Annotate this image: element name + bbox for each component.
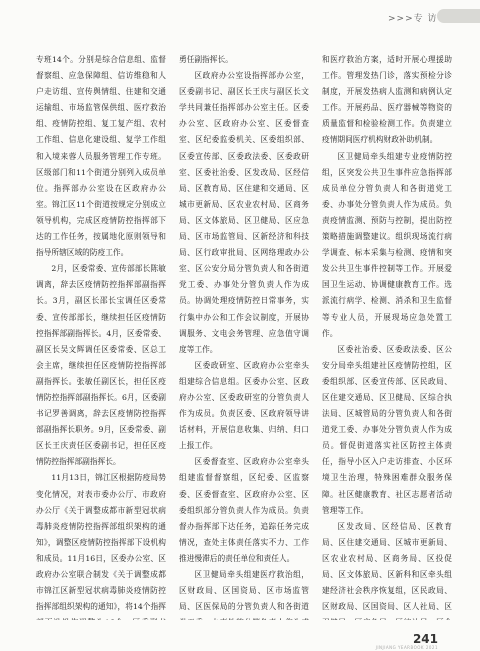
paragraph: 区委督查室、区政府办公室牵头组建监督督察组，区纪委、区监察委、区委督查室、区政府办公室、区委组织部分管负责人作为成员。负责督办指挥部下达任务，追踪任务完成情况，查处主体责任落实不力、工作推进慢滞后的责任单位和责任人。: [179, 457, 309, 563]
paragraph: 11月13日，锦江区根据防疫局势变化情况，对表市委办公厅、市政府办公厅《关于调整成都市新型冠状病毒肺炎疫情防控指挥部组织架构的通知》，调整区疫情防控指挥部下设机构和成员。11月16日，区委办公室、区政府办公室联合制发《关于调整成都市锦江区新型冠状病毒肺炎疫情防控指挥部组织架构的通知》，将14个指挥: [36, 473, 166, 612]
paragraph: 区卫健局牵头组建专业疫情防控组，区突发公共卫生事件应急指挥部成员单位分管负责人和各街道党工委、办事处分管负责人作为成员。负责疫情监测、预防与控制，提出防控策略措施调整建议。组织现场流行病学调查、标本采集与检测、疫情和突发公共卫生事件控制等工作。开展爱国卫生运动、协调健康教育工作。选派流行病学、检测、消杀和卫生监督等专业人员，开展现场应急处置工作。: [322, 151, 452, 338]
paragraph: 区政府办公室设指挥部办公室，区委副书记、副区长王庆与副区长文学共同兼任指挥部办公室主任。区委办公室、区政府办公室、区委督查室、区纪委监委机关、区委组织部、区委宣传部、区委政法委、区委政研室、区委社治委、区发改局、区经信局、区教育局、区住建和交通局、区城市更新局、区农业农村局、区商务局、区文体旅局、区卫健局、区应急局、区市场监管局、区新经济和科技局、区行政审批局、区网络理政办公室、区公安分局分管负责人和各街道党工委、办事处分管负责人作为成员。协调处理疫情防控日常事务，实行集中办公和工作会议制度，开展协调服务、文电会务管理、应急值守调度等工作。: [179, 71, 309, 354]
column-left: [36, 52, 166, 620]
page-footer: [0, 628, 480, 651]
paragraph: 和医疗救治方案，适时开展心理援助工作。管理发热门诊，落实预检分诊制度，开展发热病人监测和病例认定工作。开展药品、医疗器械等物资的质量监督和检验检测工作。负责建立疫情期间医疗机构财政补助机制。: [322, 55, 452, 145]
body-columns: [36, 52, 452, 620]
paragraph: 2月，区委常委、宣传部部长陈敏调离，辞去区疫情防控指挥部副指挥长。3月，副区长邵长宝调任区委常委、宣传部部长，继续担任区疫情防控指挥部副指挥长。4月，区委常委、副区长吴文辉调任区委常委、区总工会主席，继续担任区疫情防控指挥部副指挥长。张敏任副区长，担任区疫情防控指挥部副指挥长。6月，区委副书记罗善调离，辞去区疫情防控指挥部副指挥长职务。9月，区委常委、副区长王庆责任区委副书记，担任区疫情防控指挥部副指挥长。: [36, 264, 166, 467]
paragraph: 区发改局、区经信局、区教育局、区住建交通局、区城市更新局、区农业农村局、区商务局、区投促局、区文体旅局、区新科和区牵头组建经济社会秩序恢复组，区民政局、区财政局、区国资局、区人社局、区: [322, 521, 452, 612]
section-label: >>>专 访: [388, 14, 438, 24]
paragraph: 区委社治委、区委政法委、区公安分局牵头组建社区疫情防控组，区委组织部、区委宣传部、区民政局、区住建交通局、区卫健局、区综合执法局、区城管局的分管负责人和各街道党工委、办事处分管负责人作为成员。督促街道落实社区防控主体责任，指导小区入户走访排查、小区环境卫生治理，特殊困难群众服务保障。社区健康教育、社区志愿者活动管理等工作。: [322, 344, 452, 515]
column-right: [322, 52, 452, 620]
paragraph: 区卫健局牵头组建医疗救治组，区财政局、区国资局、区市场监管局、区医保局的分管负责人和各街道: [179, 570, 309, 612]
header-decoration: [437, 9, 480, 23]
paragraph: 区委政研室、区政府办公室牵头组建综合信息组。区委办公室、区政府办公室、区委政研室的分管负责人作为成员。负责区委、区政府领导讲话材料，开展信息收集、归纳、归口上报工作。: [179, 360, 309, 451]
paragraph: 专班14个。分别是综合信息组、监督督察组、应急保障组、信访维稳和人户走访组、宣传舆情组、住建和交通运输组、市场监管保供组、医疗救治组、疫情防控组、复工复产组、农村工作组、信息化建设组、复学工作组和入境来蓉人员服务管理工作专班。区级部门和11个街道分别列入成员单位。指挥部办公室设在区政府办公室。锦江区11个街道按规定分别成立领导机构，完成区疫情防控指挥部下达的工作任务，按属地化原则领导和指导所辖区域的防疫工作。: [36, 55, 166, 258]
column-middle: [179, 52, 309, 620]
page-header: [0, 0, 480, 34]
journal-name: JINJIANG YEARBOOK 2021: [375, 645, 438, 650]
page-number: 241: [412, 632, 438, 646]
paragraph: 勇任副指挥长。: [179, 55, 233, 64]
